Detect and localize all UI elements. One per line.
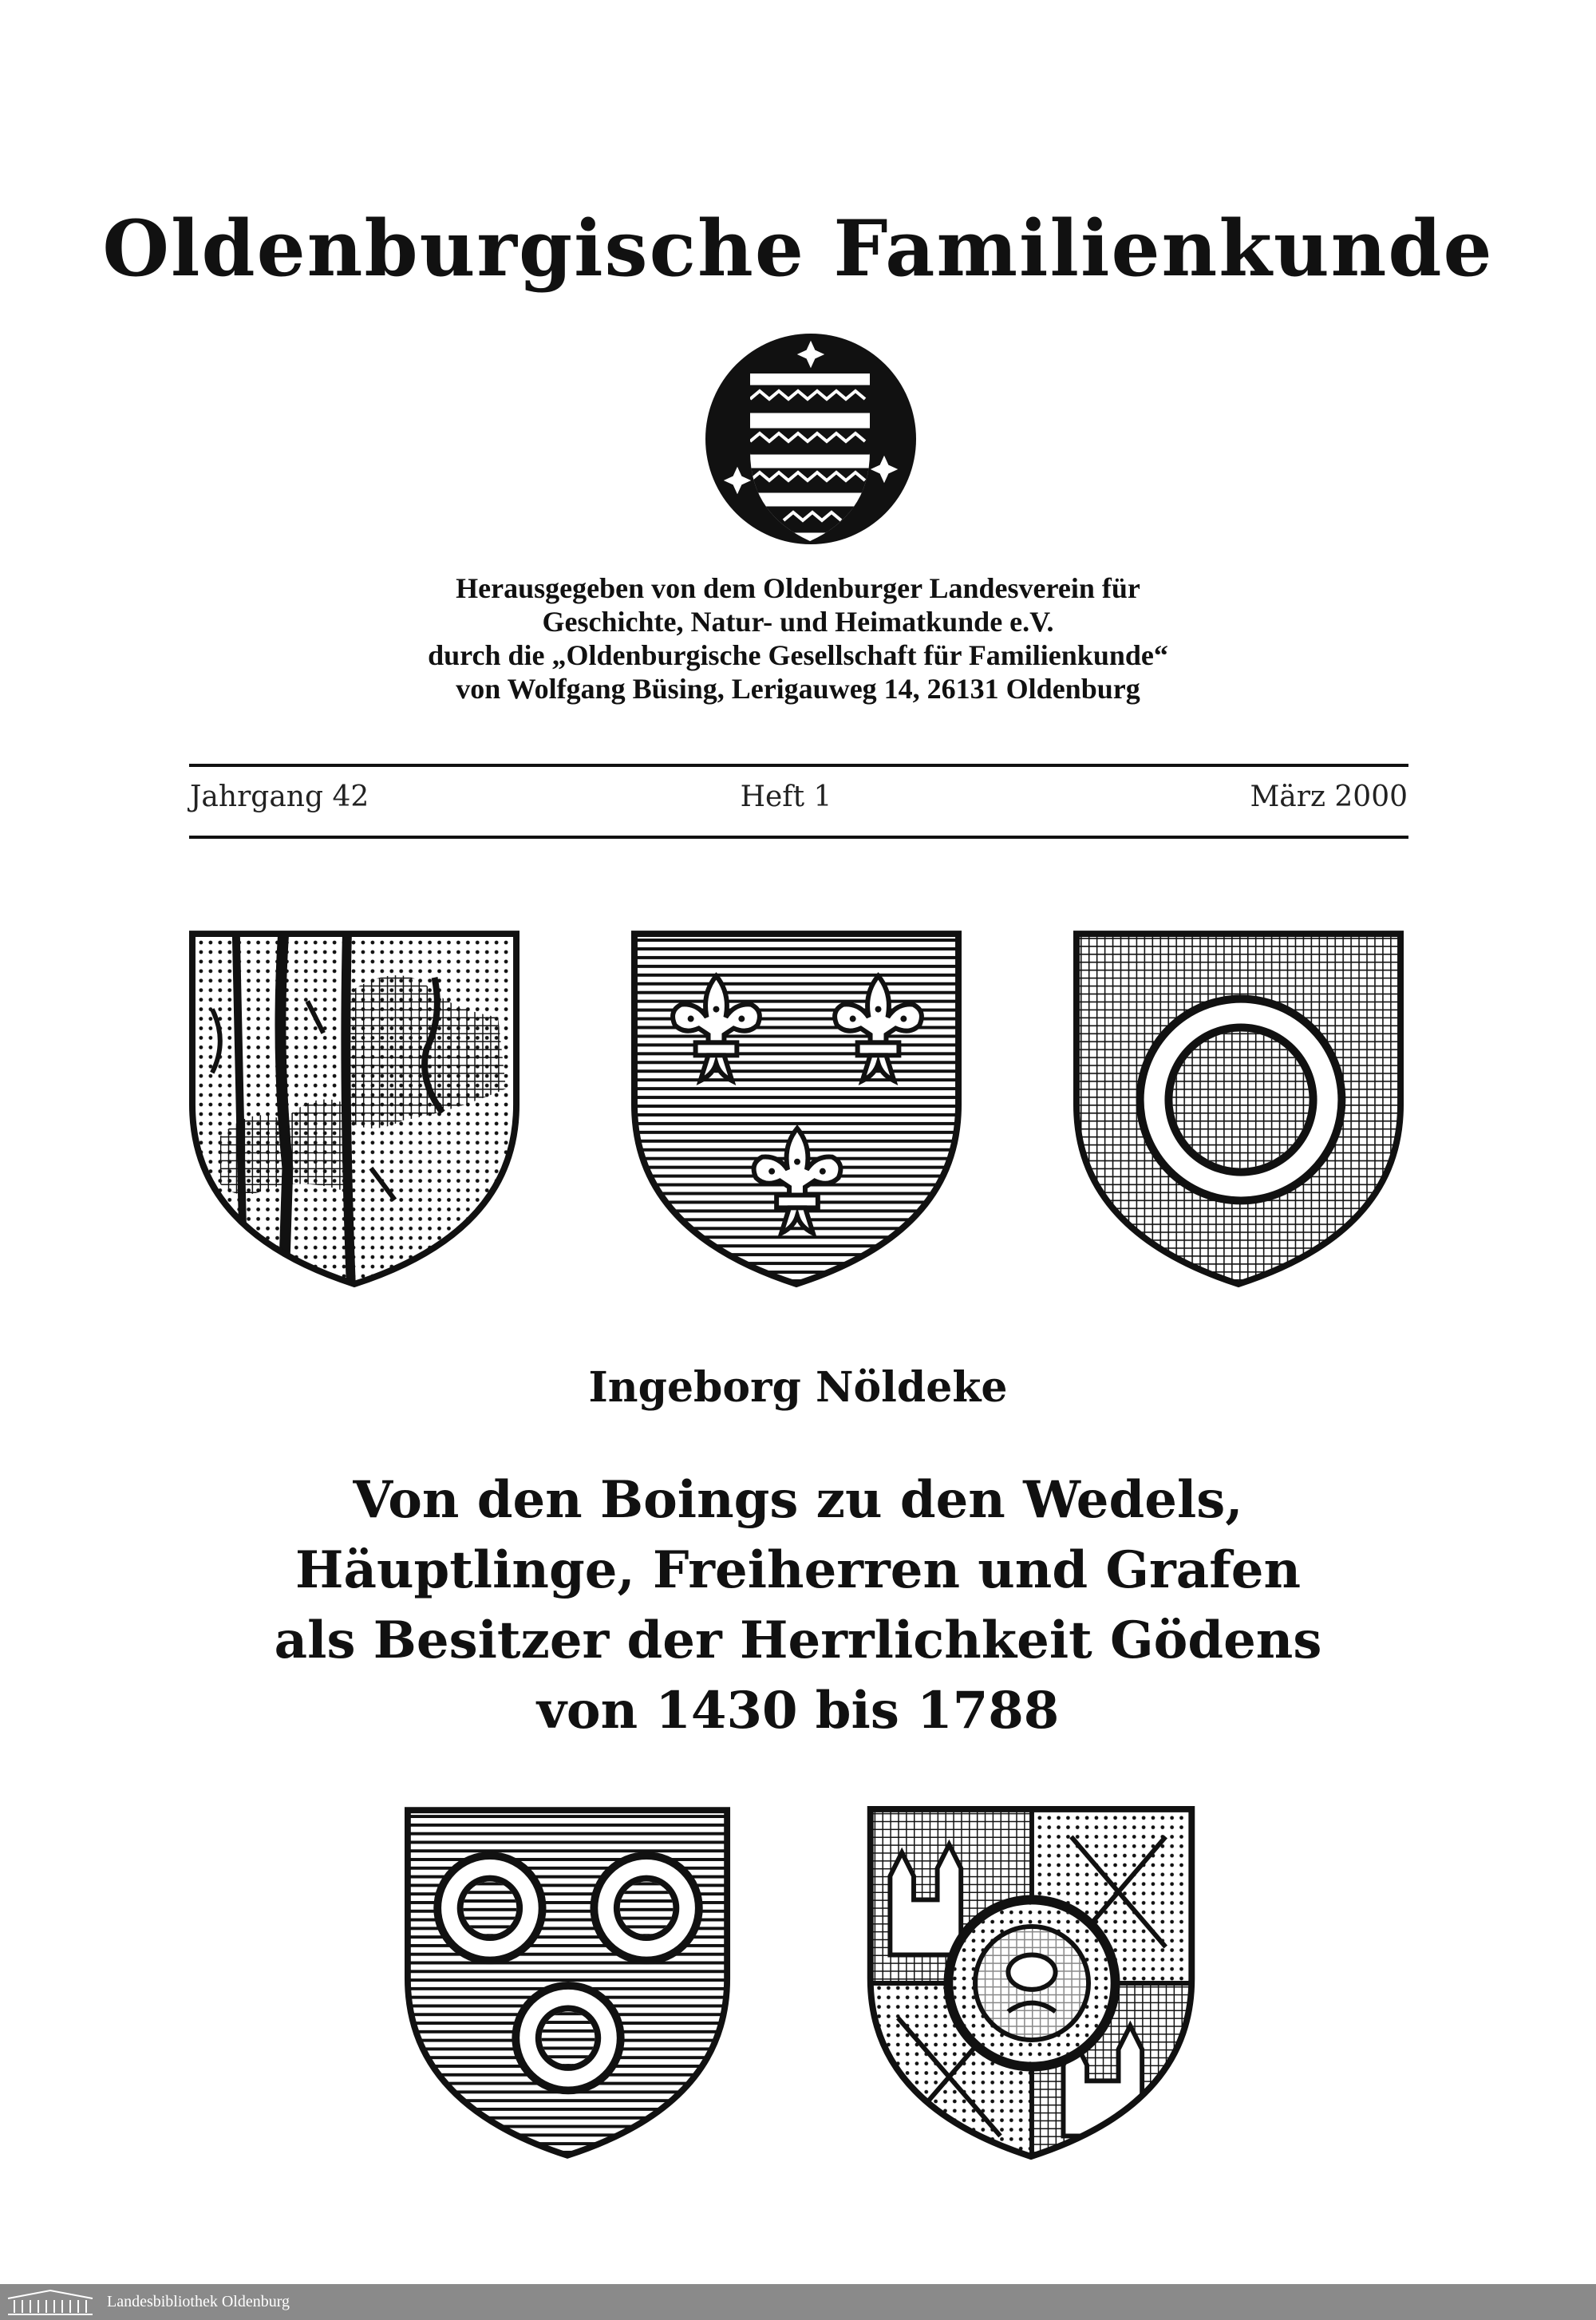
article-title xyxy=(0,1465,1596,1746)
library-footer-bar xyxy=(0,2284,1596,2320)
tree-shield-icon xyxy=(188,929,522,1290)
library-name: Landesbibliothek Oldenburg xyxy=(107,2293,290,2310)
publisher-line: von Wolfgang Büsing, Lerigauweg 14, 26131 Oldenburg xyxy=(456,673,1140,705)
title-line: von 1430 bis 1788 xyxy=(536,1681,1060,1741)
title-line: Häuptlinge, Freiherren und Grafen xyxy=(295,1540,1301,1600)
three-rings-shield-icon xyxy=(404,1805,733,2161)
issue-date: März 2000 xyxy=(1250,781,1408,813)
divider-top xyxy=(189,764,1408,767)
publisher-block xyxy=(0,571,1596,705)
journal-title: Oldenburgische Familienkunde xyxy=(102,204,1494,294)
title-line: als Besitzer der Herrlichkeit Gödens xyxy=(274,1611,1322,1670)
quartered-castle-shield-icon xyxy=(864,1805,1199,2161)
publisher-line: durch die „Oldenburgische Gesellschaft für Familienkunde“ xyxy=(428,639,1168,671)
fleur-de-lis-shield-icon xyxy=(630,929,964,1290)
publisher-line: Herausgegeben von dem Oldenburger Landesverein für xyxy=(456,572,1140,604)
ring-shield-icon xyxy=(1073,929,1406,1290)
publisher-line: Geschichte, Natur- und Heimatkunde e.V. xyxy=(542,606,1054,638)
divider-bottom xyxy=(189,836,1408,839)
issue-volume: Jahrgang 42 xyxy=(190,781,369,813)
issue-number: Heft 1 xyxy=(740,781,832,813)
title-line: Von den Boings zu den Wedels, xyxy=(353,1470,1243,1530)
heraldic-emblem-icon xyxy=(704,332,918,546)
article-author: Ingeborg Nöldeke xyxy=(588,1363,1008,1412)
library-building-icon xyxy=(6,2289,94,2316)
